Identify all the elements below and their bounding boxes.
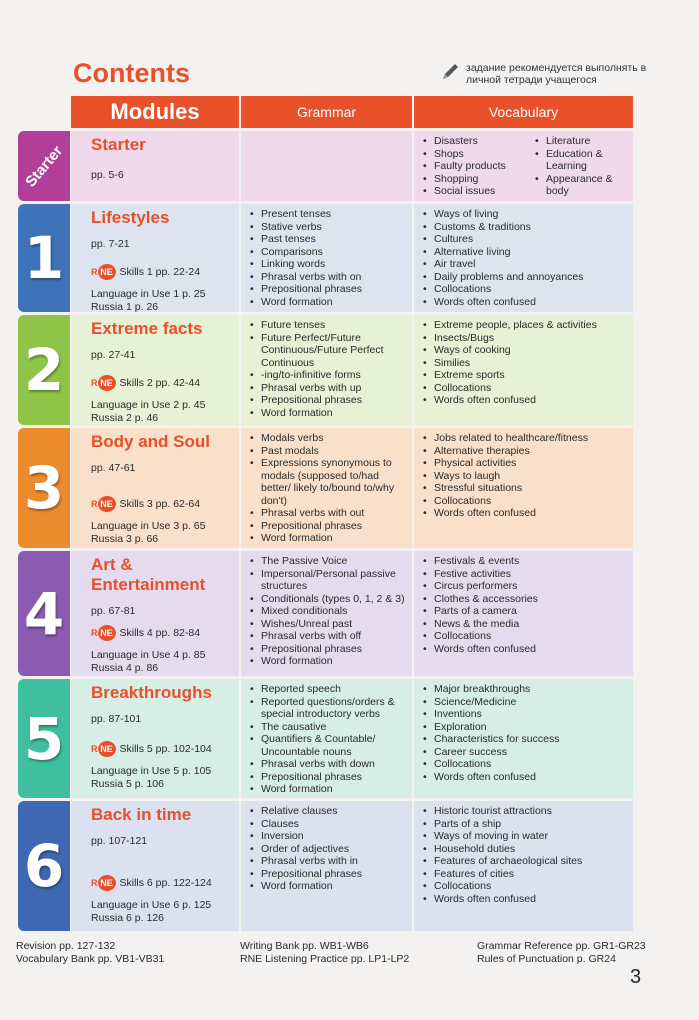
list-item: • Extreme sports [420,369,629,382]
list-item: • Relative clauses [247,805,408,818]
list-item: • Stative verbs [247,221,408,234]
grammar-cell [241,428,412,548]
module-cell [71,315,239,425]
list-item: • Word formation [247,880,408,893]
module-pages: pp. 107-121 [91,835,148,847]
rne-icon: R NE [91,741,116,757]
list-item: • Prepositional phrases [247,643,408,656]
module-cell [71,131,239,201]
list-item: • Physical activities [420,457,629,470]
rne-icon: R NE [91,875,116,891]
list-item: • Jobs related to healthcare/fitness [420,432,629,445]
tab-module-4: 4 [18,551,70,676]
list-item: • Past modals [247,445,408,458]
grammar-list [247,319,408,419]
list-item: • Characteristics for success [420,733,629,746]
row-module-6 [18,801,633,931]
footer-item: RNE Listening Practice pp. LP1-LP2 [240,953,410,965]
rne-icon: R NE [91,375,116,391]
module-title: Art & Entertainment [91,555,206,594]
list-item: • -ing/to-infinitive forms [247,369,408,382]
language-in-use: Language in Use 2 p. 45 [91,399,206,411]
list-item: • Impersonal/Personal passive structures [247,568,408,593]
list-item: • Literature [532,135,629,148]
list-item: • Words often confused [420,643,629,656]
module-title: Body and Soul [91,432,210,451]
list-item: • Disasters [420,135,532,148]
footer-col-3 [477,940,646,966]
list-item: • Phrasal verbs with in [247,855,408,868]
list-item: • Customs & traditions [420,221,629,234]
list-item: • Collocations [420,758,629,771]
list-item: • Ways of cooking [420,344,629,357]
module-pages: pp. 27-41 [91,349,136,361]
grammar-cell [241,315,412,425]
list-item: • Linking words [247,258,408,271]
list-item: • Collocations [420,880,629,893]
list-item: • Prepositional phrases [247,283,408,296]
list-item: • Household duties [420,843,629,856]
language-in-use: Language in Use 5 p. 105 [91,765,212,777]
list-item: • Ways to laugh [420,470,629,483]
list-item: • Word formation [247,783,408,796]
list-item: • Exploration [420,721,629,734]
page-number: 3 [630,966,642,988]
rne-icon: R NE [91,625,116,641]
list-item: • Extreme people, places & activities [420,319,629,332]
module-cell [71,204,239,312]
russia: Russia 3 p. 66 [91,533,159,545]
list-item: • Prepositional phrases [247,520,408,533]
module-title: Back in time [91,805,192,824]
list-item: • Parts of a camera [420,605,629,618]
list-item: • Science/Medicine [420,696,629,709]
list-item: • Phrasal verbs with up [247,382,408,395]
vocabulary-cell [414,204,633,312]
grammar-cell [241,679,412,798]
list-item: • Words often confused [420,394,629,407]
list-item: • Clauses [247,818,408,831]
row-module-3 [18,428,633,548]
grammar-cell [241,131,412,201]
module-cell [71,801,239,931]
list-item: • Word formation [247,407,408,420]
skills: R NE Skills 2 pp. 42-44 [91,377,201,389]
list-item: • Festivals & events [420,555,629,568]
tab-module-5: 5 [18,679,70,798]
russia: Russia 6 p. 126 [91,912,164,924]
row-module-5 [18,679,633,798]
list-item: • Mixed conditionals [247,605,408,618]
footer-col-2 [240,940,409,966]
list-item: • Phrasal verbs with on [247,271,408,284]
tab-module-3: 3 [18,428,70,548]
page-title: Contents [73,58,190,88]
vocabulary-cell [414,679,633,798]
module-pages: pp. 7-21 [91,238,130,250]
list-item: • Word formation [247,532,408,545]
list-item: • Collocations [420,283,629,296]
grammar-list [247,805,408,893]
list-item: • Inventions [420,708,629,721]
module-pages: pp. 67-81 [91,605,136,617]
footer-col-1 [16,940,164,966]
list-item: • Major breakthroughs [420,683,629,696]
footer-item: Grammar Reference pp. GR1-GR23 [477,940,646,952]
list-item: • Cultures [420,233,629,246]
list-item: • Order of adjectives [247,843,408,856]
list-item: • Shops [420,148,532,161]
list-item: • Words often confused [420,296,629,309]
workbook-note [440,62,660,86]
list-item: • Daily problems and annoyances [420,271,629,284]
grammar-list [247,208,408,308]
vocab-list [420,135,532,198]
list-item: • Reported speech [247,683,408,696]
list-item: • Modals verbs [247,432,408,445]
skills: R NE Skills 4 pp. 82-84 [91,627,201,639]
list-item: • Education & Learning [532,148,629,173]
module-cell [71,551,239,676]
list-item: • The causative [247,721,408,734]
list-item: • Appearance & body [532,173,629,198]
list-item: • Quantifiers & Countable/ Uncountable nouns [247,733,408,758]
footer-item: Rules of Punctuation p. GR24 [477,953,616,965]
footer-item: Vocabulary Bank pp. VB1-VB31 [16,953,165,965]
list-item: • Faulty products [420,160,532,173]
footer-item: Writing Bank pp. WB1-WB6 [240,940,369,952]
header-grammar: Grammar [241,96,412,128]
vocabulary-cell [414,428,633,548]
list-item: • Collocations [420,495,629,508]
module-pages: pp. 47-61 [91,462,136,474]
rne-icon: R NE [91,264,116,280]
note-text: задание рекомендуется выполнять в личной тетради учащегося [466,62,647,86]
list-item: • Wishes/Unreal past [247,618,408,631]
list-item: • Similies [420,357,629,370]
module-title: Lifestyles [91,208,170,227]
list-item: • Inversion [247,830,408,843]
list-item: • Past tenses [247,233,408,246]
list-item: • Reported questions/orders & special introductory verbs [247,696,408,721]
language-in-use: Language in Use 6 p. 125 [91,899,212,911]
grammar-cell [241,204,412,312]
list-item: • Social issues [420,185,532,198]
row-starter [18,131,633,201]
list-item: • Career success [420,746,629,759]
module-cell [71,679,239,798]
row-module-4 [18,551,633,676]
vocab-list [420,319,629,407]
header-modules: Modules [71,96,239,128]
list-item: • Words often confused [420,893,629,906]
list-item: • Prepositional phrases [247,868,408,881]
skills: R NE Skills 1 pp. 22-24 [91,266,201,278]
row-module-1 [18,204,633,312]
list-item: • Prepositional phrases [247,394,408,407]
list-item: • Air travel [420,258,629,271]
vocabulary-cell [414,551,633,676]
russia: Russia 2 p. 46 [91,412,159,424]
vocab-list [420,683,629,783]
list-item: • Collocations [420,382,629,395]
vocab-list [420,432,629,520]
vocabulary-cell [414,801,633,931]
grammar-cell [241,801,412,931]
module-title: Breakthroughs [91,683,212,702]
list-item: • Expressions synonymous to modals (supposed to/had better/ likely to/bound to/why don't) [247,457,408,507]
list-item: • Word formation [247,296,408,309]
row-module-2 [18,315,633,425]
module-cell [71,428,239,548]
list-item: • Phrasal verbs with down [247,758,408,771]
module-title: Extreme facts [91,319,203,338]
list-item: • Alternative living [420,246,629,259]
vocab-list [420,805,629,905]
list-item: • Ways of living [420,208,629,221]
grammar-list [247,432,408,545]
list-item: • Insects/Bugs [420,332,629,345]
pen-icon [440,62,460,82]
list-item: • Comparisons [247,246,408,259]
russia: Russia 1 p. 26 [91,301,159,313]
language-in-use: Language in Use 3 p. 65 [91,520,206,532]
vocabulary-cell [414,131,633,201]
vocab-list [420,208,629,308]
skills: R NE Skills 5 pp. 102-104 [91,743,212,755]
list-item: • Clothes & accessories [420,593,629,606]
list-item: • News & the media [420,618,629,631]
list-item: • Present tenses [247,208,408,221]
russia: Russia 5 p. 106 [91,778,164,790]
language-in-use: Language in Use 4 p. 85 [91,649,206,661]
tab-module-2: 2 [18,315,70,425]
tab-module-6: 6 [18,801,70,931]
list-item: • Future tenses [247,319,408,332]
vocab-list [420,555,629,655]
list-item: • The Passive Voice [247,555,408,568]
list-item: • Shopping [420,173,532,186]
module-title: Starter [91,135,146,154]
list-item: • Future Perfect/Future Continuous/Future Perfect Continuous [247,332,408,370]
list-item: • Ways of moving in water [420,830,629,843]
list-item: • Historic tourist attractions [420,805,629,818]
vocabulary-cell [414,315,633,425]
tab-starter: Starter [18,131,70,201]
module-pages: pp. 5-6 [91,169,124,181]
list-item: • Stressful situations [420,482,629,495]
list-item: • Phrasal verbs with out [247,507,408,520]
list-item: • Words often confused [420,771,629,784]
list-item: • Conditionals (types 0, 1, 2 & 3) [247,593,408,606]
russia: Russia 4 p. 86 [91,662,159,674]
module-pages: pp. 87-101 [91,713,142,725]
grammar-list [247,683,408,796]
list-item: • Words often confused [420,507,629,520]
language-in-use: Language in Use 1 p. 25 [91,288,206,300]
grammar-list [247,555,408,668]
list-item: • Features of archaeological sites [420,855,629,868]
vocab-list [532,135,629,198]
list-item: • Features of cities [420,868,629,881]
list-item: • Prepositional phrases [247,771,408,784]
list-item: • Alternative therapies [420,445,629,458]
skills: R NE Skills 3 pp. 62-64 [91,498,201,510]
list-item: • Phrasal verbs with off [247,630,408,643]
header-vocabulary: Vocabulary [414,96,633,128]
list-item: • Collocations [420,630,629,643]
skills: R NE Skills 6 pp. 122-124 [91,877,212,889]
grammar-cell [241,551,412,676]
tab-module-1: 1 [18,204,70,312]
list-item: • Festive activities [420,568,629,581]
footer-item: Revision pp. 127-132 [16,940,116,952]
list-item: • Circus performers [420,580,629,593]
list-item: • Word formation [247,655,408,668]
list-item: • Parts of a ship [420,818,629,831]
rne-icon: R NE [91,496,116,512]
